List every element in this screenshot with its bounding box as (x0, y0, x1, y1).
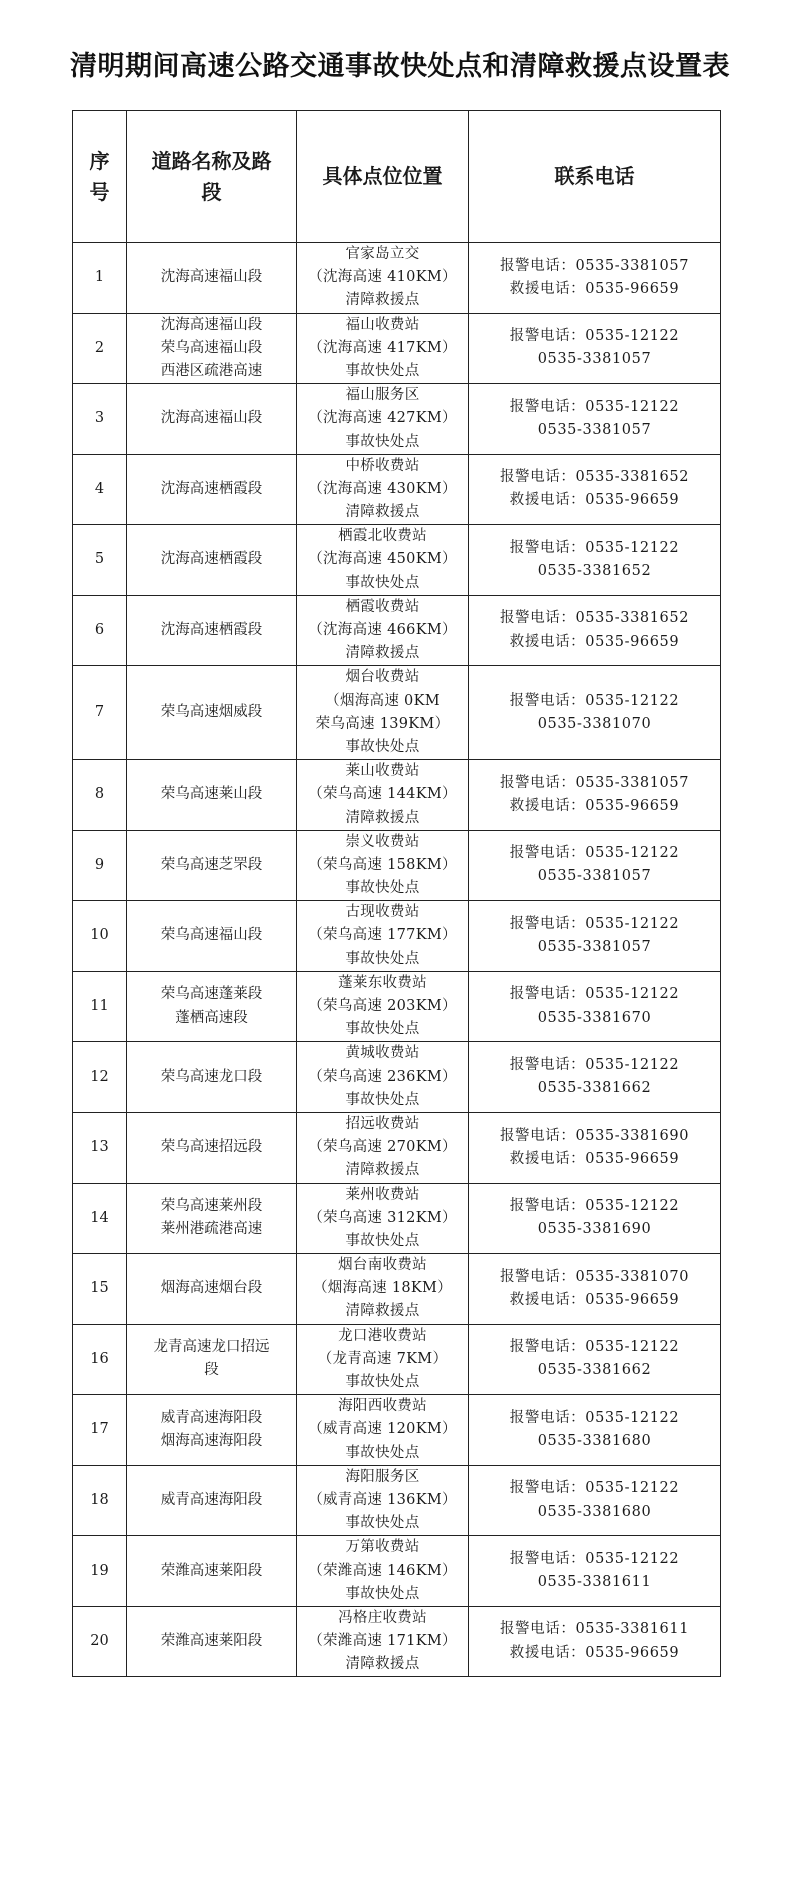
road-name-cell (127, 1254, 297, 1325)
road-line: 荣乌高速芝罘段 (160, 856, 263, 873)
location-line: 事故快处点 (345, 362, 420, 379)
location-line: 冯格庄收费站 (338, 1609, 427, 1626)
phone-line: 救援电话：0535-96659 (509, 492, 680, 509)
phone-cell (469, 971, 721, 1042)
phone-line: 报警电话：0535-3381070 (499, 1268, 690, 1285)
location-cell (297, 666, 469, 760)
table-row (73, 666, 721, 760)
phone-line: 报警电话：0535-12122 (509, 1480, 680, 1497)
row-index: 13 (73, 1112, 127, 1183)
row-index: 20 (73, 1606, 127, 1677)
table-row (73, 454, 721, 525)
road-line: 荣潍高速莱阳段 (160, 1562, 263, 1579)
road-name-cell (127, 830, 297, 901)
table-header-row (73, 111, 721, 243)
table-row (73, 1324, 721, 1395)
location-cell (297, 830, 469, 901)
page-title: 清明期间高速公路交通事故快处点和清障救援点设置表 (70, 51, 730, 82)
row-index: 2 (73, 313, 127, 384)
row-index: 17 (73, 1395, 127, 1466)
location-line: （荣潍高速 146KM） (308, 1562, 457, 1579)
table-row (73, 595, 721, 666)
location-line: 万第收费站 (345, 1539, 420, 1556)
location-line: 事故快处点 (345, 880, 420, 897)
road-line: 莱州港疏港高速 (160, 1221, 263, 1238)
location-cell (297, 1324, 469, 1395)
road-name-cell (127, 760, 297, 831)
road-name-cell (127, 243, 297, 314)
location-line: 莱山收费站 (345, 763, 420, 780)
road-line: 荣乌高速福山段 (160, 339, 263, 356)
row-index: 1 (73, 243, 127, 314)
phone-cell (469, 1324, 721, 1395)
phone-line: 报警电话：0535-12122 (509, 1339, 680, 1356)
location-line: 事故快处点 (345, 950, 420, 967)
phone-line: 报警电话：0535-12122 (509, 915, 680, 932)
location-line: （沈海高速 410KM） (308, 269, 457, 286)
row-index: 19 (73, 1536, 127, 1607)
row-index: 8 (73, 760, 127, 831)
phone-cell (469, 1536, 721, 1607)
row-index: 6 (73, 595, 127, 666)
road-name-cell (127, 901, 297, 972)
road-line: 威青高速海阳段 (160, 1409, 263, 1426)
phone-cell (469, 454, 721, 525)
phone-line: 报警电话：0535-12122 (509, 539, 680, 556)
phone-cell (469, 760, 721, 831)
road-line: 烟海高速海阳段 (160, 1432, 263, 1449)
road-name-cell (127, 1042, 297, 1113)
phone-cell (469, 1254, 721, 1325)
phone-line: 0535-3381057 (537, 421, 652, 438)
location-line: 清障救援点 (345, 1303, 420, 1320)
location-cell (297, 1254, 469, 1325)
location-line: 事故快处点 (345, 1515, 420, 1532)
phone-line: 报警电话：0535-3381057 (499, 257, 690, 274)
table-row (73, 830, 721, 901)
phone-line: 0535-3381611 (537, 1574, 652, 1591)
location-line: 事故快处点 (345, 1232, 420, 1249)
phone-cell (469, 313, 721, 384)
location-cell (297, 243, 469, 314)
table-row (73, 1536, 721, 1607)
road-line: 荣乌高速招远段 (160, 1139, 263, 1156)
row-index: 10 (73, 901, 127, 972)
table-row (73, 971, 721, 1042)
phone-line: 报警电话：0535-12122 (509, 1550, 680, 1567)
phone-line: 0535-3381057 (537, 351, 652, 368)
row-index: 16 (73, 1324, 127, 1395)
table-row (73, 243, 721, 314)
location-line: 清障救援点 (345, 1162, 420, 1179)
location-line: 招远收费站 (345, 1115, 420, 1132)
phone-line: 0535-3381680 (537, 1432, 652, 1449)
location-line: 事故快处点 (345, 738, 420, 755)
phone-line: 报警电话：0535-12122 (509, 1198, 680, 1215)
location-cell (297, 1606, 469, 1677)
table-row (73, 384, 721, 455)
road-name-cell (127, 1183, 297, 1254)
road-line: 烟海高速烟台段 (160, 1280, 263, 1297)
location-line: 事故快处点 (345, 433, 420, 450)
location-line: （沈海高速 466KM） (308, 622, 457, 638)
road-name-cell (127, 1465, 297, 1536)
phone-cell (469, 243, 721, 314)
location-cell (297, 595, 469, 666)
road-line: 蓬栖高速段 (175, 1009, 248, 1026)
phone-cell (469, 1112, 721, 1183)
phone-cell (469, 384, 721, 455)
location-line: 黄城收费站 (345, 1045, 420, 1062)
road-line: 荣乌高速福山段 (160, 927, 263, 944)
location-cell (297, 1395, 469, 1466)
location-line: 崇义收费站 (345, 833, 420, 850)
row-index: 4 (73, 454, 127, 525)
location-line: 清障救援点 (345, 809, 420, 826)
location-line: 事故快处点 (345, 1374, 420, 1390)
row-index: 18 (73, 1465, 127, 1536)
location-line: 福山服务区 (345, 387, 420, 404)
phone-line: 救援电话：0535-96659 (509, 1644, 680, 1661)
location-line: （荣乌高速 203KM） (308, 998, 457, 1014)
checkpoint-table (72, 110, 721, 1677)
road-name-cell (127, 525, 297, 596)
location-cell (297, 1042, 469, 1113)
road-name-cell (127, 971, 297, 1042)
location-line: （荣潍高速 171KM） (308, 1633, 457, 1650)
location-cell (297, 901, 469, 972)
road-name-cell (127, 1112, 297, 1183)
location-line: （烟海高速 0KM (325, 692, 440, 709)
location-line: 事故快处点 (345, 1091, 420, 1108)
phone-line: 0535-3381057 (537, 939, 652, 956)
location-line: （荣乌高速 158KM） (308, 856, 457, 873)
phone-cell (469, 666, 721, 760)
phone-line: 救援电话：0535-96659 (509, 280, 680, 297)
location-line: 烟台南收费站 (338, 1257, 427, 1274)
phone-cell (469, 1042, 721, 1113)
table-row (73, 760, 721, 831)
phone-cell (469, 830, 721, 901)
location-line: 清障救援点 (345, 1656, 420, 1673)
road-line: 西港区疏港高速 (160, 362, 263, 379)
row-index: 5 (73, 525, 127, 596)
road-line: 龙青高速龙口招远 (153, 1339, 270, 1356)
location-cell (297, 1183, 469, 1254)
location-line: 清障救援点 (345, 645, 420, 662)
table-row (73, 313, 721, 384)
location-line: （荣乌高速 144KM） (308, 786, 457, 803)
phone-cell (469, 901, 721, 972)
table-row (73, 1395, 721, 1466)
road-name-cell (127, 384, 297, 455)
table-row (73, 1254, 721, 1325)
phone-line: 0535-3381057 (537, 868, 652, 885)
phone-line: 报警电话：0535-12122 (509, 986, 680, 1003)
table-row (73, 1183, 721, 1254)
location-line: 栖霞北收费站 (338, 528, 427, 545)
road-line: 威青高速海阳段 (160, 1491, 263, 1508)
road-name-cell (127, 595, 297, 666)
location-line: 官家岛立交 (345, 246, 420, 262)
table-row (73, 1465, 721, 1536)
location-line: （沈海高速 417KM） (308, 339, 457, 356)
phone-line: 0535-3381070 (537, 715, 652, 732)
row-index: 12 (73, 1042, 127, 1113)
row-index: 7 (73, 666, 127, 760)
phone-cell (469, 1183, 721, 1254)
road-name-cell (127, 666, 297, 760)
table-row (73, 901, 721, 972)
road-line: 沈海高速栖霞段 (160, 551, 263, 568)
phone-line: 报警电话：0535-3381652 (499, 610, 690, 627)
road-line: 沈海高速福山段 (160, 316, 263, 333)
location-line: 中桥收费站 (345, 457, 420, 474)
header-phone: 联系电话 (469, 111, 721, 243)
road-name-cell (127, 454, 297, 525)
location-line: 蓬莱东收费站 (338, 974, 427, 991)
row-index: 9 (73, 830, 127, 901)
road-name-cell (127, 1324, 297, 1395)
location-line: 古现收费站 (345, 904, 420, 921)
location-line: （荣乌高速 236KM） (308, 1068, 457, 1085)
phone-cell (469, 1606, 721, 1677)
location-line: 事故快处点 (345, 1444, 420, 1461)
header-index: 序 号 (73, 111, 127, 243)
location-cell (297, 313, 469, 384)
location-line: （烟海高速 18KM） (312, 1280, 453, 1297)
header-location: 具体点位位置 (297, 111, 469, 243)
location-line: （沈海高速 427KM） (308, 410, 457, 427)
location-line: （沈海高速 430KM） (308, 480, 457, 497)
road-line: 段 (204, 1362, 219, 1379)
road-line: 荣潍高速莱阳段 (160, 1633, 263, 1650)
road-line: 荣乌高速龙口段 (160, 1068, 263, 1085)
location-line: 栖霞收费站 (345, 598, 420, 615)
phone-line: 报警电话：0535-12122 (509, 1409, 680, 1426)
phone-line: 报警电话：0535-12122 (509, 845, 680, 862)
location-line: 海阳服务区 (345, 1468, 420, 1485)
phone-line: 救援电话：0535-96659 (509, 633, 680, 650)
table-row (73, 1042, 721, 1113)
phone-line: 报警电话：0535-3381652 (499, 469, 690, 486)
row-index: 3 (73, 384, 127, 455)
phone-line: 报警电话：0535-12122 (509, 398, 680, 415)
phone-line: 0535-3381670 (537, 1009, 652, 1026)
road-line: 荣乌高速莱州段 (160, 1198, 263, 1215)
phone-line: 0535-3381680 (537, 1503, 652, 1520)
location-line: 清障救援点 (345, 504, 420, 521)
row-index: 14 (73, 1183, 127, 1254)
phone-line: 0535-3381652 (537, 563, 652, 580)
row-index: 11 (73, 971, 127, 1042)
location-line: 事故快处点 (345, 574, 420, 591)
road-line: 荣乌高速蓬莱段 (160, 986, 263, 1003)
location-line: 烟台收费站 (345, 669, 420, 686)
location-cell (297, 1465, 469, 1536)
phone-line: 0535-3381662 (537, 1080, 652, 1097)
phone-line: 救援电话：0535-96659 (509, 1150, 680, 1167)
location-line: 荣乌高速 139KM） (315, 715, 450, 732)
location-line: （龙青高速 7KM） (317, 1350, 448, 1367)
road-line: 荣乌高速烟威段 (160, 704, 263, 721)
location-line: （沈海高速 450KM） (308, 551, 457, 568)
location-line: （荣乌高速 270KM） (308, 1139, 457, 1156)
row-index: 15 (73, 1254, 127, 1325)
phone-line: 救援电话：0535-96659 (509, 797, 680, 814)
location-cell (297, 525, 469, 596)
location-line: 清障救援点 (345, 292, 420, 309)
phone-line: 报警电话：0535-12122 (509, 692, 680, 709)
location-line: 莱州收费站 (345, 1186, 420, 1203)
table-row (73, 1606, 721, 1677)
phone-line: 救援电话：0535-96659 (509, 1291, 680, 1308)
location-line: 事故快处点 (345, 1585, 420, 1602)
header-road: 道路名称及路 段 (127, 111, 297, 243)
road-line: 荣乌高速莱山段 (160, 786, 263, 803)
location-line: （荣乌高速 312KM） (308, 1209, 457, 1226)
location-cell (297, 1536, 469, 1607)
phone-line: 报警电话：0535-12122 (509, 328, 680, 345)
location-cell (297, 971, 469, 1042)
location-line: （威青高速 136KM） (308, 1491, 457, 1508)
table-row (73, 525, 721, 596)
road-line: 沈海高速栖霞段 (160, 622, 263, 638)
road-name-cell (127, 313, 297, 384)
location-line: 龙口港收费站 (338, 1327, 427, 1344)
location-line: 事故快处点 (345, 1021, 420, 1038)
location-cell (297, 760, 469, 831)
phone-line: 0535-3381662 (537, 1362, 652, 1379)
location-line: 福山收费站 (345, 316, 420, 333)
phone-line: 报警电话：0535-12122 (509, 1056, 680, 1073)
road-line: 沈海高速福山段 (160, 410, 263, 427)
road-name-cell (127, 1395, 297, 1466)
location-line: 海阳西收费站 (338, 1398, 427, 1415)
location-line: （荣乌高速 177KM） (308, 927, 457, 944)
road-name-cell (127, 1606, 297, 1677)
table-row (73, 1112, 721, 1183)
location-cell (297, 1112, 469, 1183)
road-line: 沈海高速福山段 (160, 269, 263, 286)
phone-cell (469, 525, 721, 596)
phone-cell (469, 595, 721, 666)
phone-cell (469, 1465, 721, 1536)
phone-line: 0535-3381690 (537, 1221, 652, 1238)
road-name-cell (127, 1536, 297, 1607)
phone-line: 报警电话：0535-3381611 (499, 1621, 690, 1638)
location-cell (297, 384, 469, 455)
road-line: 沈海高速栖霞段 (160, 480, 263, 497)
phone-cell (469, 1395, 721, 1466)
location-cell (297, 454, 469, 525)
location-line: （威青高速 120KM） (308, 1421, 457, 1438)
phone-line: 报警电话：0535-3381057 (499, 774, 690, 791)
phone-line: 报警电话：0535-3381690 (499, 1127, 690, 1144)
